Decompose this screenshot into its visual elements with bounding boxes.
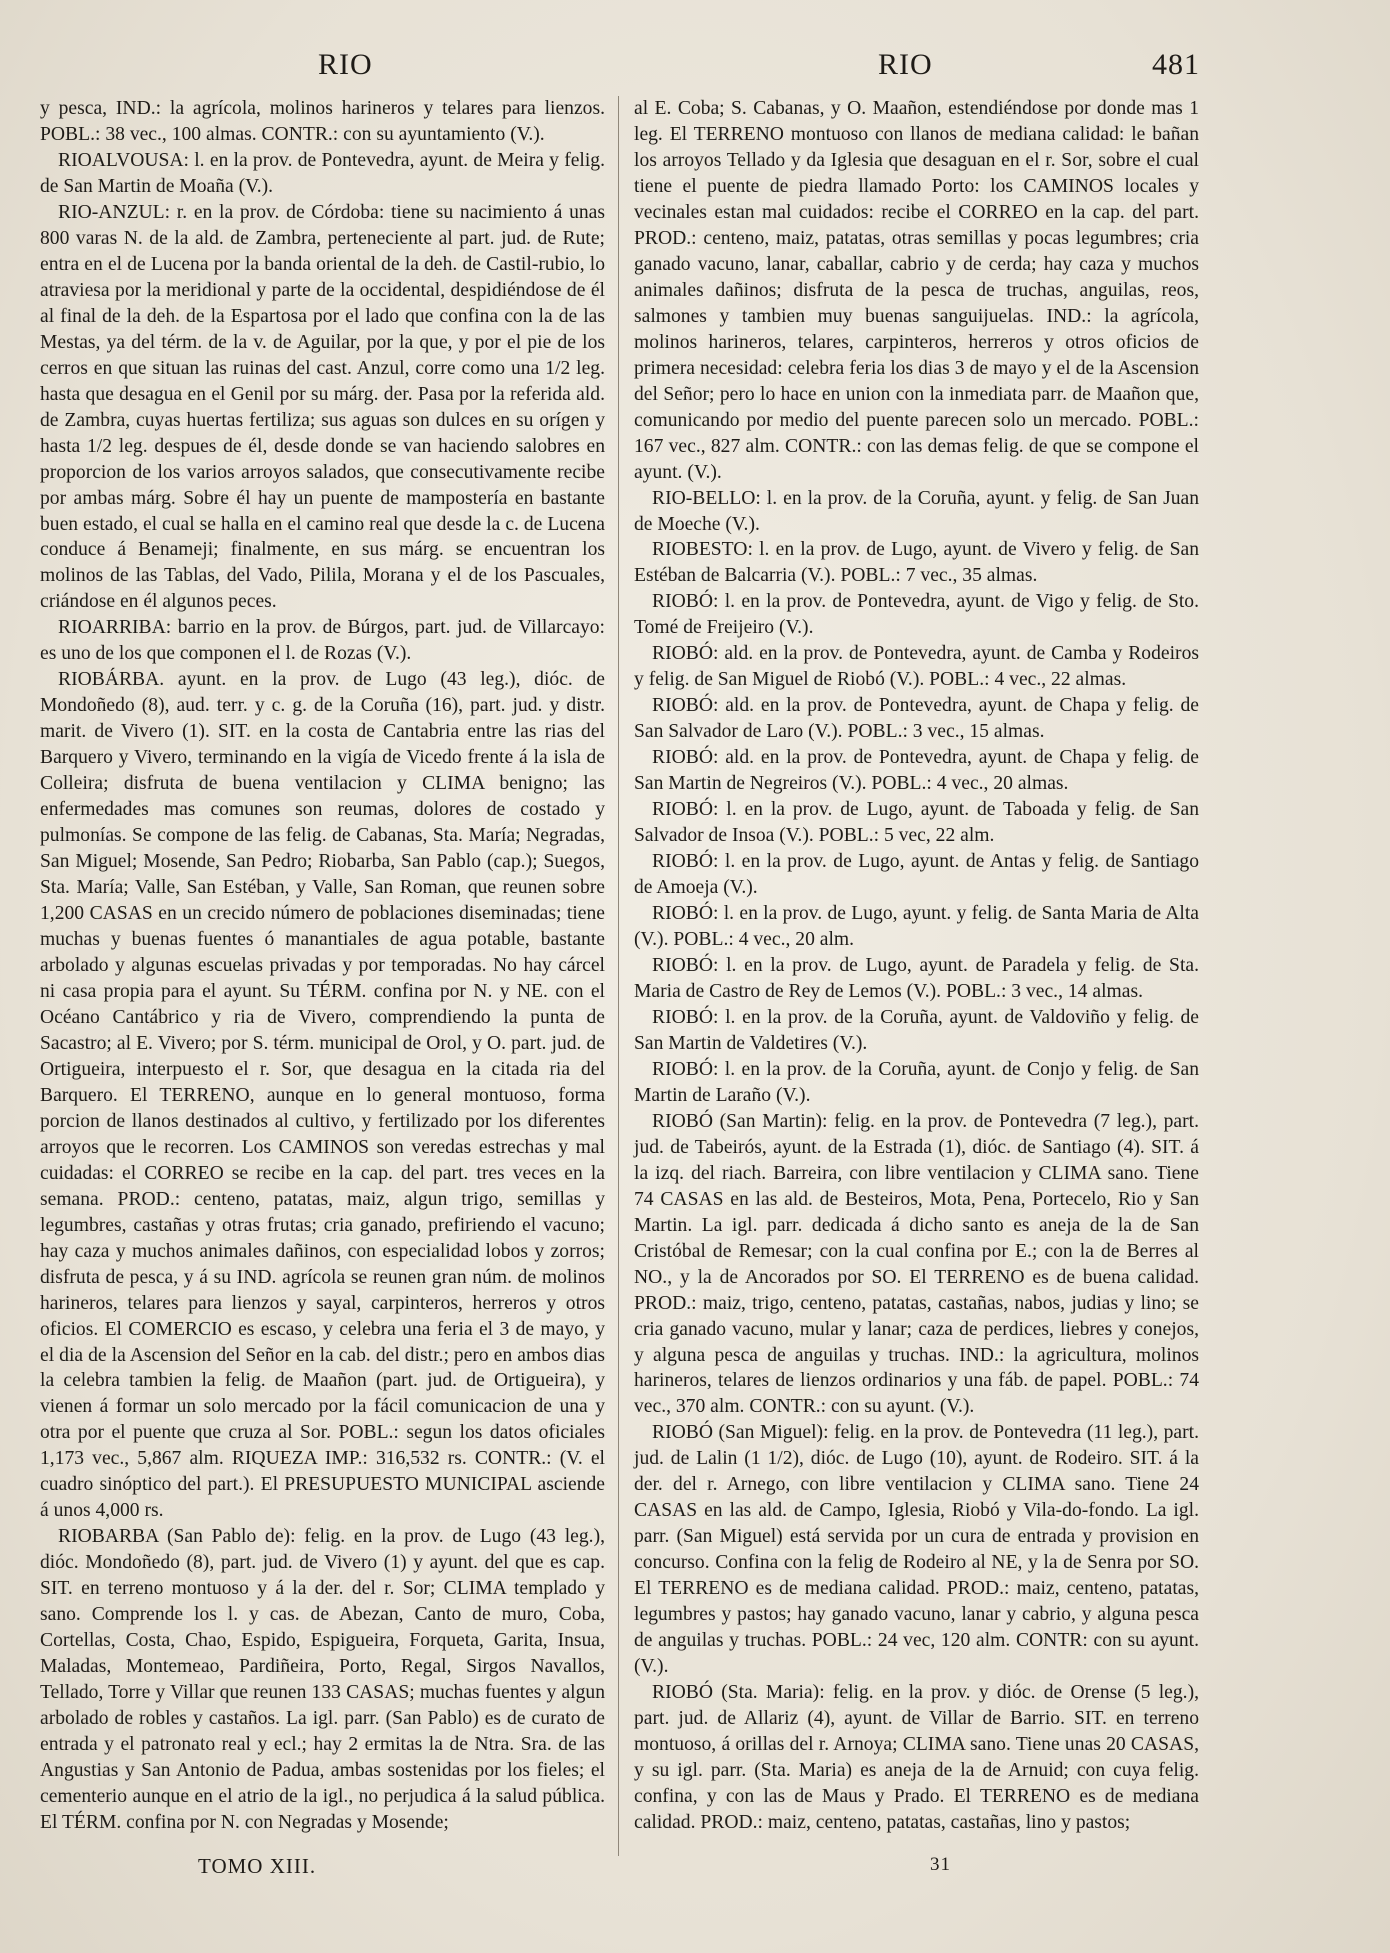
entry-paragraph: RIOBÓ: l. en la prov. de Lugo, ayunt. y felig. de Santa Maria de Alta (V.). POBL.: 4 vec., 20 alm.: [634, 903, 1199, 950]
entry-paragraph: RIOBÓ (Sta. Maria): felig. en la prov. y dióc. de Orense (5 leg.), part. jud. de Allariz (4), ayunt. de Villar de Barrio. SIT. en terreno montuoso, á orillas del r. Arnoya; CLIMA sano. Tiene unas 20 CASAS, y su igl. parr. (Sta. Maria) es aneja de la de Arnuid; con cuya felig. confina, y con las de Maus y Prado. El TERRENO es de mediana calidad. PROD.: maiz, centeno, patatas, castañas, lino y pastos;: [634, 1682, 1199, 1833]
entry-paragraph: RIOALVOUSA: l. en la prov. de Pontevedra, ayunt. de Meira y felig. de San Martin de Moaña (V.).: [40, 149, 605, 197]
entry-paragraph: RIOBÓ: l. en la prov. de Pontevedra, ayunt. de Vigo y felig. de Sto. Tomé de Freijeiro (V.).: [634, 591, 1199, 639]
entry-paragraph: RIOBÓ (San Miguel): felig. en la prov. de Pontevedra (11 leg.), part. jud. de Lalin (1 1/2), dióc. de Lugo (10), ayunt. de Rodeiro. SIT. á la der. del r. Arnego, con libre ventilacion y CLIMA sano. Tiene 24 CASAS en las ald. de Campo, Iglesia, Riobó y Vila-do-fondo. La igl. parr. (San Miguel) está servida por un cura de entrada y provision en concurso. Confina con la felig de Rodeiro al NE, y la de Senra por SO. El TERRENO es de mediana calidad. PROD.: maiz, centeno, patatas, legumbres y pastos; hay ganado vacuno, lanar y cabrio, y alguna pesca de anguilas y truchas. POBL.: 24 vec, 120 alm. CONTR: con su ayunt. (V.).: [634, 1422, 1199, 1678]
entry-paragraph: RIOARRIBA: barrio en la prov. de Búrgos, part. jud. de Villarcayo: es uno de los que componen el l. de Rozas (V.).: [40, 617, 605, 665]
signature-mark: 31: [930, 1854, 951, 1875]
entry-paragraph: RIOBARBA (San Pablo de): felig. en la prov. de Lugo (43 leg.), dióc. Mondoñedo (8), part. jud. de Vivero (1) y ayunt. del que es cap. SIT. en terreno montuoso y á la der. del r. Sor; CLIMA templado y sano. Comprende los l. y cas. de Abezan, Canto de muro, Coba, Cortellas, Costa, Chao, Espido, Espigueira, Forqueta, Garita, Insua, Maladas, Montemeao, Pardiñeira, Porto, Regal, Sirgos Navallos, Tellado, Torre y Villar que reunen 133 CASAS; muchas fuentes y algun arbolado de robles y castaños. La igl. parr. (San Pablo) es de curato de entrada y el patronato real y ecl.; hay 2 ermitas la de Ntra. Sra. de las Angustias y San Antonio de Padua, ambas sostenidas por los fieles; el cementerio aunque en el atrio de la igl., no perjudica á la salud pública. El TÉRM. confina por N. con Negradas y Mosende;: [40, 1526, 605, 1833]
entry-paragraph: RIOBÓ: ald. en la prov. de Pontevedra, ayunt. de Chapa y felig. de San Salvador de Laro (V.). POBL.: 3 vec., 15 almas.: [634, 695, 1199, 743]
entry-paragraph: RIOBÓ: l. en la prov. de la Coruña, ayunt. de Conjo y felig. de San Martin de Laraño (V.).: [634, 1058, 1199, 1106]
volume-footer: TOMO XIII.: [198, 1854, 317, 1878]
entry-paragraph: RIO-BELLO: l. en la prov. de la Coruña, ayunt. y felig. de San Juan de Moeche (V.).: [634, 487, 1199, 535]
page-number: 481: [1152, 48, 1200, 81]
entry-paragraph: y pesca, IND.: la agrícola, molinos harineros y telares para lienzos. POBL.: 38 vec., 100 almas. CONTR.: con su ayuntamiento (V.).: [40, 98, 605, 145]
entry-paragraph: RIOBESTO: l. en la prov. de Lugo, ayunt. de Vivero y felig. de San Estéban de Balcarria (V.). POBL.: 7 vec., 35 almas.: [634, 539, 1199, 587]
entry-paragraph: RIOBÓ: l. en la prov. de Lugo, ayunt. de Taboada y felig. de San Salvador de Insoa (V.). POBL.: 5 vec, 22 alm.: [634, 799, 1199, 847]
entry-paragraph: RIOBÁRBA. ayunt. en la prov. de Lugo (43 leg.), dióc. de Mondoñedo (8), aud. terr. y c. g. de la Coruña (16), part. jud. y distr. marit. de Vivero (1). SIT. en la costa de Cantabria entre las rias del Barquero y Vivero, terminando en la vigía de Vicedo frente á la isla de Colleira; disfruta de buena ventilacion y CLIMA benigno; las enfermedades mas comunes son reumas, dolores de costado y pulmonías. Se compone de las felig. de Cabanas, Sta. María; Negradas, San Miguel; Mosende, San Pedro; Riobarba, San Pablo (cap.); Suegos, Sta. María; Valle, San Estéban, y Valle, San Roman, que reunen sobre 1,200 CASAS en un crecido número de poblaciones diseminadas; tiene muchas y buenas fuentes ó manantiales de agua potable, bastante arbolado y algunas escuelas privadas y por temporadas. No hay cárcel ni casa propia para el ayunt. Su TÉRM. confina por N. y NE. con el Océano Cantábrico y ria de Vivero, comprendiendo la punta de Sacastro; al E. Vivero; por S. térm. municipal de Orol, y O. part. jud. de Ortigueira, interpuesto el r. Sor, que desagua en la citada ria del Barquero. El TERRENO, aunque en lo general montuoso, forma porcion de llanos destinados al cultivo, y fertilizado por los diferentes arroyos que le recorren. Los CAMINOS son veredas estrechas y mal cuidadas: el CORREO se recibe en la cap. del part. tres veces en la semana. PROD.: centeno, patatas, maiz, algun trigo, semillas y legumbres, castañas y otras frutas; cria ganado, prefiriendo el vacuno; hay caza y muchos animales dañinos, con especialidad lobos y zorros; disfruta de pesca, y á su IND. agrícola se reunen gran núm. de molinos harineros, telares para lienzos y sayal, carpinteros, herreros y otros oficios. El COMERCIO es escaso, y celebra una feria el 3 de mayo, y el dia de la Ascension del Señor en la cab. del distr.; pero en ambos dias la celebra tambien la felig. de Maañon (part. jud. de Ortigueira), y vienen á formar un solo mercado por la fácil comunicacion de una y otra por el puente que cruza al Sor. POBL.: segun los datos oficiales 1,173 vec., 5,867 alm. RIQUEZA IMP.: 316,532 rs. CONTR.: (V. el cuadro sinóptico del part.). El PRESUPUESTO MUNICIPAL asciende á unos 4,000 rs.: [40, 669, 605, 1522]
running-head-left: RIO: [318, 48, 373, 81]
left-text-column: [40, 96, 605, 1836]
entry-paragraph: RIOBÓ: ald. en la prov. de Pontevedra, ayunt. de Chapa y felig. de San Martin de Negreiros (V.). POBL.: 4 vec., 20 almas.: [634, 747, 1199, 795]
entry-paragraph: RIOBÓ (San Martin): felig. en la prov. de Pontevedra (7 leg.), part. jud. de Tabeirós, ayunt. de la Estrada (1), dióc. de Santiago (4). SIT. á la izq. del riach. Barreira, con libre ventilacion y CLIMA sano. Tiene 74 CASAS en las ald. de Besteiros, Mota, Pena, Portecelo, Rio y San Martin. La igl. parr. dedicada á dicho santo es aneja de la de San Cristóbal de Remesar; con la cual confina por E.; con la de Berres al NO., y la de Ancorados por SO. El TERRENO es de buena calidad. PROD.: maiz, trigo, centeno, patatas, castañas, nabos, judias y lino; se cria ganado vacuno, mular y lanar; caza de perdices, liebres y conejos, y alguna pesca de anguilas y truchas. IND.: la agricultura, molinos harineros, telares de lienzos ordinarios y una fáb. de papel. POBL.: 74 vec., 370 alm. CONTR.: con su ayunt. (V.).: [634, 1110, 1199, 1418]
entry-paragraph: al E. Coba; S. Cabanas, y O. Maañon, estendiéndose por donde mas 1 leg. El TERRENO montuoso con llanos de mediana calidad: le bañan los arroyos Tellado y da Iglesia que desaguan en el r. Sor, sobre el cual tiene el puente de piedra llamado Porto: los CAMINOS locales y vecinales estan mal cuidados: recibe el CORREO en la cap. del part. PROD.: centeno, maiz, patatas, otras semillas y pocas legumbres; cria ganado vacuno, lanar, caballar, cabrio y de cerda; hay caza y muchos animales dañinos; disfruta de la pesca de truchas, anguilas, reos, salmones y tambien muy buenas sanguijuelas. IND.: la agrícola, molinos harineros, telares, carpinteros, herreros y otros oficios de primera necesidad: celebra feria los dias 3 de mayo y el de la Ascension del Señor; pero lo hace en union con la inmediata parr. de Maañon que, comunicando por medio del puente parecen solo un mercado. POBL.: 167 vec., 827 alm. CONTR.: con las demas felig. de que se compone el ayunt. (V.).: [634, 98, 1199, 483]
column-divider: [618, 96, 619, 1856]
right-text-column: [634, 96, 1199, 1836]
entry-paragraph: RIOBÓ: ald. en la prov. de Pontevedra, ayunt. de Camba y Rodeiros y felig. de San Miguel de Riobó (V.). POBL.: 4 vec., 22 almas.: [634, 643, 1199, 691]
running-head-center: RIO: [878, 48, 933, 81]
entry-paragraph: RIOBÓ: l. en la prov. de Lugo, ayunt. de Antas y felig. de Santiago de Amoeja (V.).: [634, 851, 1199, 899]
entry-paragraph: RIO-ANZUL: r. en la prov. de Córdoba: tiene su nacimiento á unas 800 varas N. de la ald. de Zambra, perteneciente al part. jud. de Rute; entra en el de Lucena por la banda oriental de la deh. de Castil-rubio, lo atraviesa por la meridional y parte de la occidental, despidiéndose de él al final de la deh. de la Espartosa por el lado que confina con la de las Mestas, ya del térm. de la v. de Aguilar, por la que, y por el pie de los cerros en que situan las ruinas del cast. Anzul, corre como una 1/2 leg. hasta que desagua en el Genil por su márg. der. Pasa por la referida ald. de Zambra, cuyas huertas fertiliza; sus aguas son dulces en su orígen y hasta 1/2 leg. despues de él, desde donde se van haciendo salobres en proporcion de los varios arroyos salados, que consecutivamente recibe por ambas márg. Sobre él hay un puente de mampostería en bastante buen estado, el cual se halla en el camino real que desde la c. de Lucena conduce á Benameji; finalmente, en sus márg. se encuentran los molinos de las Tablas, del Vado, Pilila, Morana y el de los Pascuales, criándose en él algunos peces.: [40, 201, 605, 613]
entry-paragraph: RIOBÓ: l. en la prov. de la Coruña, ayunt. de Valdoviño y felig. de San Martin de Valdetires (V.).: [634, 1006, 1199, 1054]
entry-paragraph: RIOBÓ: l. en la prov. de Lugo, ayunt. de Paradela y felig. de Sta. Maria de Castro de Rey de Lemos (V.). POBL.: 3 vec., 14 almas.: [634, 954, 1199, 1002]
